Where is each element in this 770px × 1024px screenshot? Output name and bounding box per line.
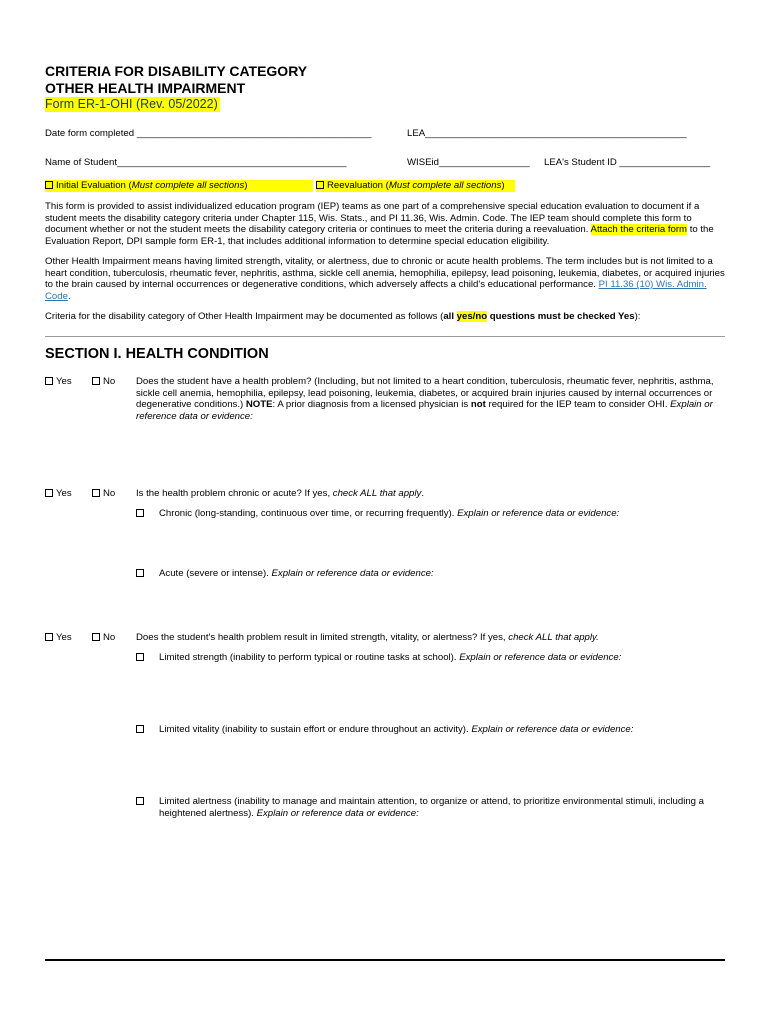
reevaluation-option[interactable]: Reevaluation (Must complete all sections)	[316, 180, 515, 192]
acute-checkbox[interactable]	[136, 569, 144, 577]
date-completed-field[interactable]: Date form completed ____________________________________________	[45, 128, 372, 139]
form-title-line2: OTHER HEALTH IMPAIRMENT	[45, 80, 246, 96]
form-number: Form ER-1-OHI (Rev. 05/2022)	[45, 97, 218, 111]
q3-yes-checkbox[interactable]	[45, 633, 53, 641]
intro-paragraph: This form is provided to assist individualized education program (IEP) teams as one part of a comprehensive special education evaluation to document if a student meets the disability category criteria under Chapter 115, Wis. Stats., and PI 11.36, Wis. Admin. Code. The IEP team should complete this form to document whether or not the student meets the disability category criteria or continues to meet the criteria during a reevaluation. Attach the criteria form to the Evaluation Report, DPI sample form ER-1, that includes additional information to determine special education eligibility.	[45, 201, 714, 247]
q3-yes-option[interactable]: Yes	[45, 632, 72, 644]
lea-field[interactable]: LEA_________________________________________________	[407, 128, 687, 139]
limited-alertness-label: Limited alertness (inability to manage and maintain attention, to organize or attend, to prioritize environmental stimuli, including a heightened alertness). Explain or reference data or evidence:	[159, 796, 705, 819]
q2-no-option[interactable]: No	[92, 488, 115, 500]
q1-yes-checkbox[interactable]	[45, 377, 53, 385]
lea-student-id-field[interactable]: LEA's Student ID _________________	[544, 157, 711, 168]
q1-no-option[interactable]: No	[92, 376, 115, 388]
initial-evaluation-option[interactable]: Initial Evaluation (Must complete all sections)	[45, 180, 313, 192]
chronic-label: Chronic (long-standing, continuous over time, or recurring frequently). Explain or reference data or evidence:	[159, 508, 620, 519]
limited-strength-label: Limited strength (inability to perform typical or routine tasks at school). Explain or reference data or evidence:	[159, 652, 622, 663]
ohi-definition-paragraph: Other Health Impairment means having limited strength, vitality, or alertness, due to chronic or acute health problems. The term includes but is not limited to a heart condition, tuberculosis, rheumatic fever, nephritis, asthma, sickle cell anemia, hemophilia, epilepsy, lead poisoning, leukemia, diabetes, or acquired injuries to the brain caused by internal occurrences or degenerative conditions, which adversely affects a child's educational performance. PI 11.36 (10) Wis. Admin. Code.	[45, 256, 725, 302]
q3-no-option[interactable]: No	[92, 632, 115, 644]
chronic-checkbox[interactable]	[136, 509, 144, 517]
limited-vitality-label: Limited vitality (inability to sustain effort or endure throughout an activity). Explain or reference data or evidence:	[159, 724, 634, 735]
section-title: SECTION I. HEALTH CONDITION	[45, 346, 269, 362]
wiseid-field[interactable]: WISEid_________________	[407, 157, 530, 168]
pi-code-link[interactable]: PI 11.36 (10) Wis. Admin. Code	[45, 279, 707, 302]
page-bottom-rule	[45, 959, 725, 961]
q2-yes-option[interactable]: Yes	[45, 488, 72, 500]
limited-vitality-checkbox[interactable]	[136, 725, 144, 733]
q2-no-checkbox[interactable]	[92, 489, 100, 497]
student-name-field[interactable]: Name of Student___________________________________________	[45, 157, 347, 168]
limited-alertness-checkbox[interactable]	[136, 797, 144, 805]
q2-text: Is the health problem chronic or acute? If yes, check ALL that apply.	[136, 488, 424, 499]
acute-label: Acute (severe or intense). Explain or reference data or evidence:	[159, 568, 434, 579]
q3-no-checkbox[interactable]	[92, 633, 100, 641]
q3-text: Does the student's health problem result in limited strength, vitality, or alertness? If yes, check ALL that apply.	[136, 632, 599, 643]
q1-no-checkbox[interactable]	[92, 377, 100, 385]
q2-yes-checkbox[interactable]	[45, 489, 53, 497]
q1-yes-option[interactable]: Yes	[45, 376, 72, 388]
limited-strength-checkbox[interactable]	[136, 653, 144, 661]
section-divider	[45, 336, 725, 337]
initial-evaluation-checkbox[interactable]	[45, 181, 53, 189]
q1-text: Does the student have a health problem? (Including, but not limited to a heart condition, tuberculosis, rheumatic fever, nephritis, asthma, sickle cell anemia, hemophilia, epilepsy, lead poisoning, leukemia, diabetes, or acquired brain injuries caused by internal occurrences or degenerative conditions.) NOTE: A prior diagnosis from a licensed physician is not required for the IEP team to consider OHI. Explain or reference data or evidence:	[136, 376, 714, 422]
criteria-instruction: Criteria for the disability category of Other Health Impairment may be documented as follows (all yes/no questions must be checked Yes):	[45, 311, 641, 322]
reevaluation-checkbox[interactable]	[316, 181, 324, 189]
form-title-line1: CRITERIA FOR DISABILITY CATEGORY	[45, 63, 308, 79]
